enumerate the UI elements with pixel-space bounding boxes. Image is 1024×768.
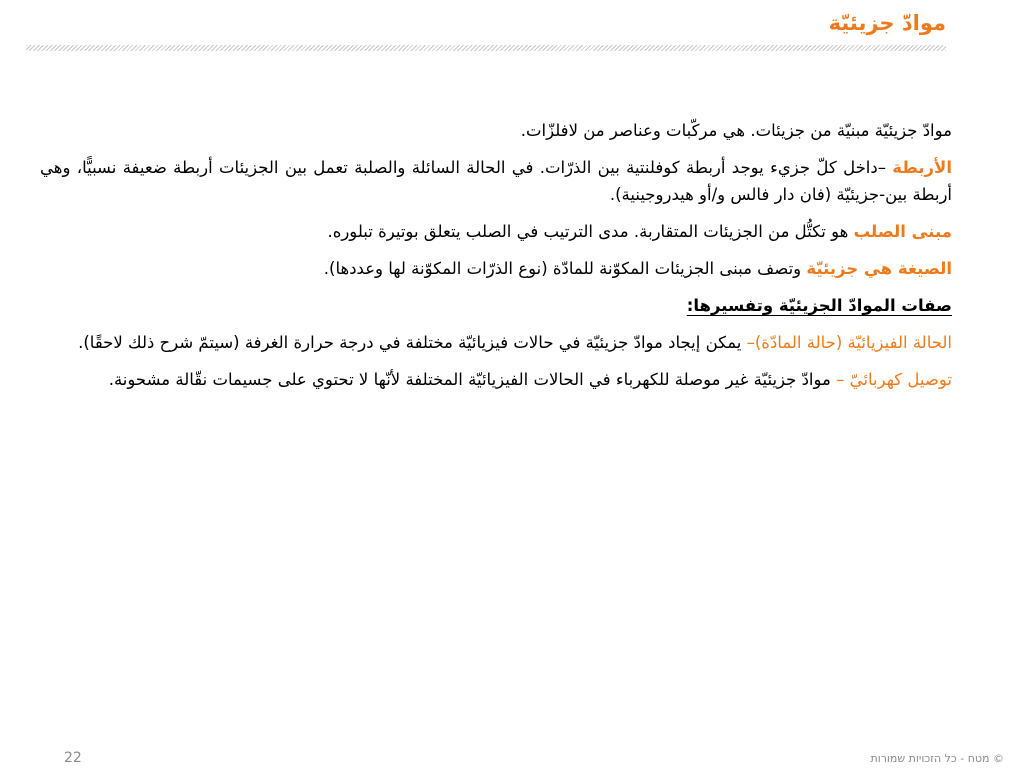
bonds-term: الأربطة [892, 158, 952, 177]
title-divider [26, 45, 946, 51]
bonds-text: –داخل كلّ جزيء يوجد أربطة كوفلنتية بين الذرّات. في الحالة السائلة والصلبة تعمل بين الجزيئات أربطة ضعيفة نسبيًّا، وهي أربطة بين-جزيئيّة (فان دار فالس و/أو هيدروجينية). [40, 158, 952, 204]
solid-structure-term: مبنى الصلب [853, 222, 952, 241]
intro-paragraph: موادّ جزيئيّة مبنيّة من جزيئات. هي مركّبات وعناصر من لافلزّات. [520, 121, 952, 140]
solid-structure-paragraph [40, 218, 952, 245]
bonds-paragraph [40, 154, 952, 208]
slide-title: موادّ جزيئيّة [828, 11, 946, 35]
formula-text: وتصف مبنى الجزيئات المكوّنة للمادّة (نوع الذرّات المكوّنة لها وعددها). [323, 259, 807, 278]
solid-structure-text: هو تكتُّل من الجزيئات المتقاربة. مدى الترتيب في الصلب يتعلق بوتيرة تبلوره. [327, 222, 854, 241]
conductivity-paragraph [40, 366, 952, 393]
properties-heading-paragraph [40, 292, 952, 319]
physical-state-term: الحالة الفيزيائيّة (حالة المادّة)– [746, 333, 952, 352]
properties-heading: صفات الموادّ الجزيئيّة وتفسيرها: [686, 296, 952, 315]
slide-content [40, 117, 952, 403]
formula-term: الصيغة هي جزيئيّة [806, 259, 952, 278]
physical-state-text: يمكن إيجاد موادّ جزيئيّة في حالات فيزيائيّة مختلفة في درجة حرارة الغرفة (سيتمّ شرح ذلك لاحقًا). [78, 333, 747, 352]
conductivity-term: توصيل كهربائيّ – [836, 370, 952, 389]
copyright-notice: © מטח - כל הזכויות שמורות [870, 752, 1004, 765]
formula-paragraph [40, 255, 952, 282]
physical-state-paragraph [40, 329, 952, 356]
conductivity-text: موادّ جزيئيّة غير موصلة للكهرباء في الحالات الفيزيائيّة المختلفة لأنّها لا تحتوي على جسيمات نقّالة مشحونة. [108, 370, 837, 389]
page-number: 22 [64, 750, 82, 766]
